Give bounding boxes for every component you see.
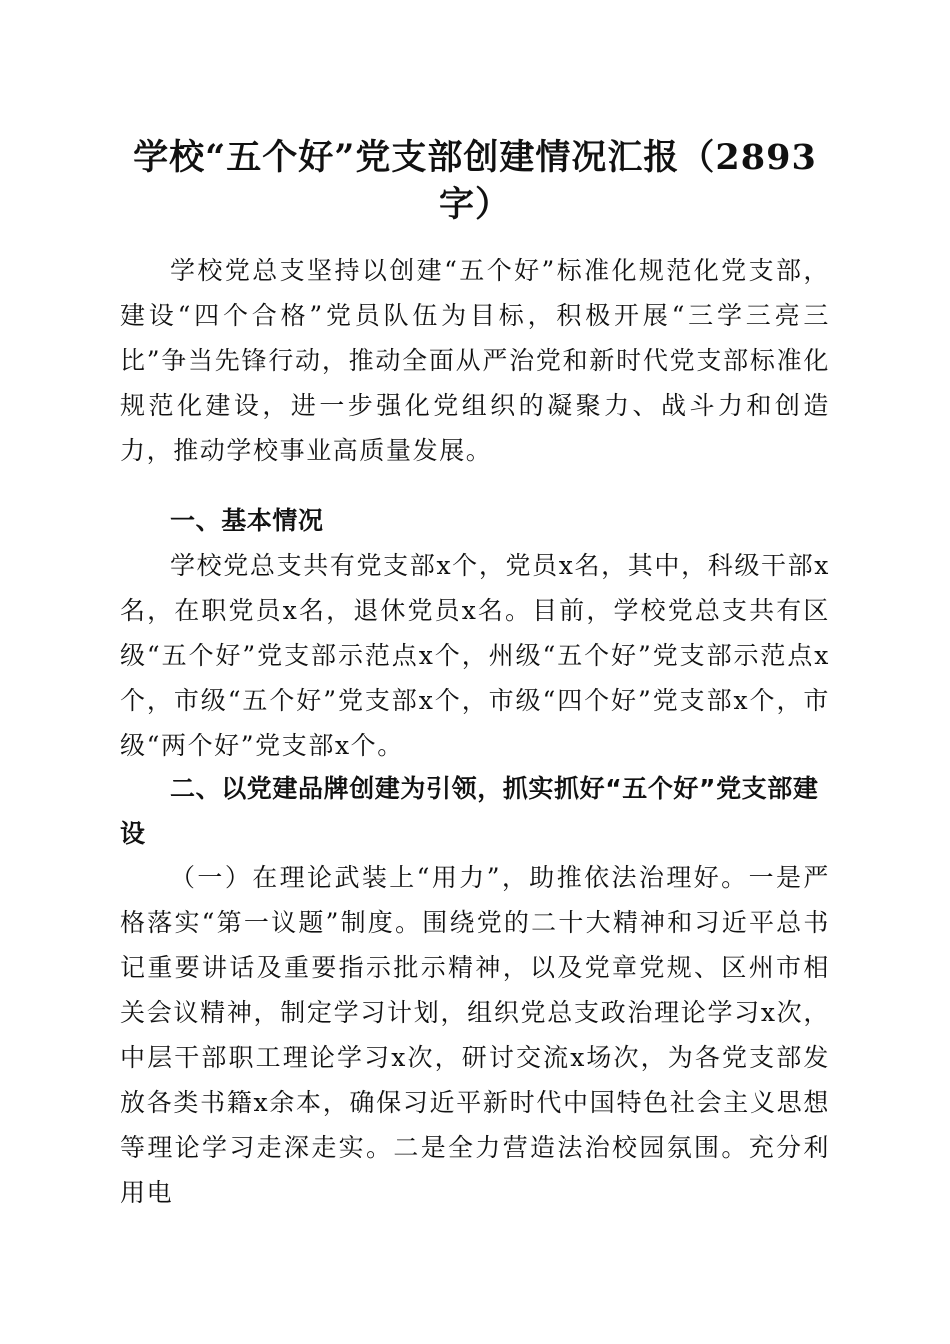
- intro-paragraph: 学校党总支坚持以创建“五个好”标准化规范化党支部，建设“四个合格”党员队伍为目标，积极开展“三学三亮三比”争当先锋行动，推动全面从严治党和新时代党支部标准化规范化建设，进一步强化党组织的凝聚力、战斗力和创造力，推动学校事业高质量发展。: [120, 256, 830, 465]
- document-title: 学校“五个好”党支部创建情况汇报（2893字）: [133, 137, 817, 225]
- party-building-paragraph: （一）在理论武装上“用力”，助推依法治理好。一是严格落实“第一议题”制度。围绕党的二十大精神和习近平总书记重要讲话及重要指示批示精神，以及党章党规、区州市相关会议精神，制定学习计划，组织党总支政治理论学习x次，中层干部职工理论学习x次，研讨交流x场次，为各党支部发放各类书籍x余本，确保习近平新时代中国特色社会主义思想等理论学习走深走实。二是全力营造法治校园氛围。充分利用电: [120, 863, 830, 1207]
- section-heading-basic-info: 一、基本情况: [170, 506, 324, 535]
- section-heading-party-building: 二、以党建品牌创建为引领，抓实抓好“五个好”党支部建设: [120, 774, 819, 848]
- basic-info-paragraph: 学校党总支共有党支部x个，党员x名，其中，科级干部x名，在职党员x名，退休党员x名。目前，学校党总支共有区级“五个好”党支部示范点x个，州级“五个好”党支部示范点x个，市级“五个好”党支部x个，市级“四个好”党支部x个，市级“两个好”党支部x个。: [120, 551, 830, 760]
